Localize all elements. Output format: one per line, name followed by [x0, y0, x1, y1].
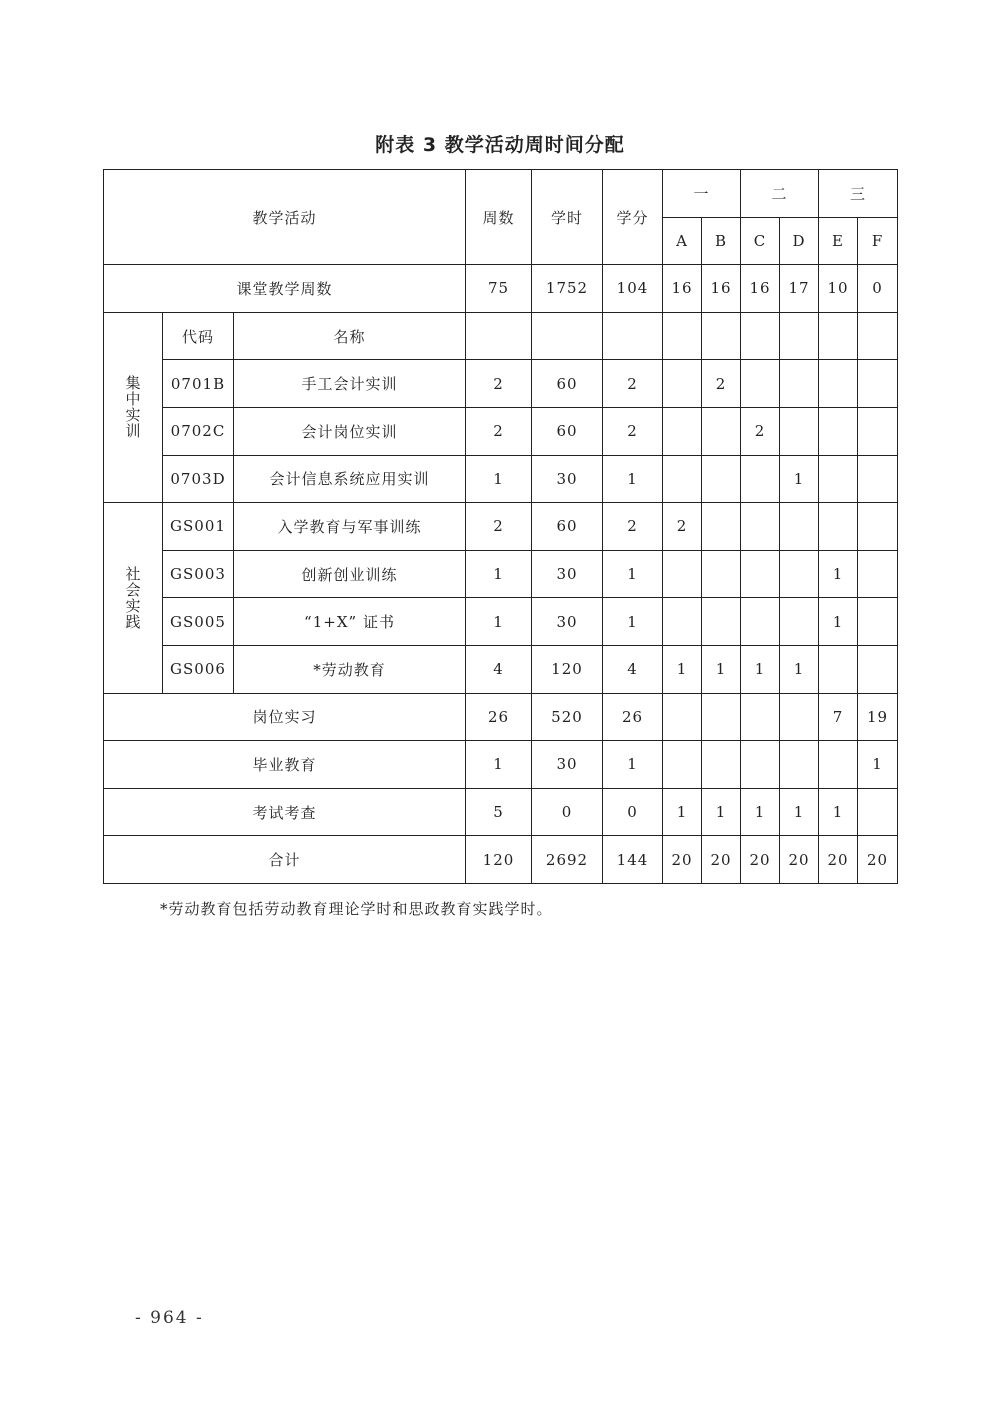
credits-cell: 2: [603, 503, 663, 551]
weeks-cell: 1: [466, 741, 532, 789]
header-year-1: 一: [663, 170, 741, 218]
classroom-label: 课堂教学周数: [104, 265, 466, 313]
group-label-concentrated-training: 集中实训: [104, 312, 163, 502]
term-b: B: [702, 217, 741, 265]
term-c: C: [741, 217, 780, 265]
course-code: GS006: [163, 645, 234, 693]
term-cell: 2: [663, 503, 702, 551]
course-code: GS003: [163, 550, 234, 598]
credits-cell: 0: [603, 788, 663, 836]
term-cell: [702, 693, 741, 741]
classroom-term: 16: [702, 265, 741, 313]
term-cell: [858, 788, 898, 836]
empty-cell: [819, 312, 858, 360]
term-cell: [702, 550, 741, 598]
term-cell: [702, 503, 741, 551]
classroom-weeks: 75: [466, 265, 532, 313]
term-cell: 1: [663, 645, 702, 693]
empty-cell: [741, 312, 780, 360]
term-cell: [858, 455, 898, 503]
empty-cell: [466, 312, 532, 360]
empty-cell: [532, 312, 603, 360]
term-cell: 1: [780, 455, 819, 503]
term-cell: 1: [702, 645, 741, 693]
course-name: 手工会计实训: [234, 360, 466, 408]
term-cell: [741, 550, 780, 598]
term-cell: 1: [663, 788, 702, 836]
credits-cell: 26: [603, 693, 663, 741]
hours-cell: 520: [532, 693, 603, 741]
summary-label: 合计: [104, 836, 466, 884]
term-cell: 20: [702, 836, 741, 884]
weeks-cell: 1: [466, 550, 532, 598]
total-row: [104, 836, 898, 884]
classroom-term: 17: [780, 265, 819, 313]
weeks-cell: 2: [466, 360, 532, 408]
term-cell: [741, 503, 780, 551]
classroom-term: 16: [741, 265, 780, 313]
empty-cell: [663, 312, 702, 360]
weeks-cell: 2: [466, 503, 532, 551]
course-name: 会计信息系统应用实训: [234, 455, 466, 503]
classroom-row: [104, 265, 898, 313]
course-name: 创新创业训练: [234, 550, 466, 598]
table-row: [104, 455, 898, 503]
course-code: 0701B: [163, 360, 234, 408]
term-cell: 2: [741, 407, 780, 455]
term-cell: 19: [858, 693, 898, 741]
term-cell: 7: [819, 693, 858, 741]
hours-cell: 30: [532, 598, 603, 646]
course-code: GS001: [163, 503, 234, 551]
empty-cell: [603, 312, 663, 360]
classroom-term: 16: [663, 265, 702, 313]
term-cell: [858, 503, 898, 551]
term-cell: 1: [741, 645, 780, 693]
hours-cell: 2692: [532, 836, 603, 884]
header-weeks: 周数: [466, 170, 532, 265]
term-cell: 2: [702, 360, 741, 408]
course-code: 0703D: [163, 455, 234, 503]
empty-cell: [858, 312, 898, 360]
term-cell: [702, 598, 741, 646]
footnote: *劳动教育包括劳动教育理论学时和思政教育实践学时。: [160, 900, 553, 918]
course-name: 会计岗位实训: [234, 407, 466, 455]
term-cell: [663, 741, 702, 789]
summary-label: 考试考查: [104, 788, 466, 836]
hours-cell: 30: [532, 741, 603, 789]
weeks-cell: 1: [466, 598, 532, 646]
term-cell: 20: [858, 836, 898, 884]
table-row: [104, 407, 898, 455]
classroom-credits: 104: [603, 265, 663, 313]
sub-header-row: [104, 312, 898, 360]
term-cell: 1: [780, 645, 819, 693]
course-code: 0702C: [163, 407, 234, 455]
credits-cell: 1: [603, 741, 663, 789]
table-row: [104, 550, 898, 598]
term-cell: [741, 455, 780, 503]
term-cell: 1: [819, 598, 858, 646]
term-cell: 20: [819, 836, 858, 884]
credits-cell: 1: [603, 455, 663, 503]
term-cell: [780, 550, 819, 598]
credits-cell: 2: [603, 407, 663, 455]
course-name: *劳动教育: [234, 645, 466, 693]
term-cell: [663, 407, 702, 455]
term-cell: [663, 455, 702, 503]
hours-cell: 0: [532, 788, 603, 836]
term-cell: [741, 741, 780, 789]
term-cell: [780, 741, 819, 789]
empty-cell: [702, 312, 741, 360]
term-cell: [741, 360, 780, 408]
page-title: 附表 3 教学活动周时间分配: [375, 134, 625, 156]
term-cell: [858, 598, 898, 646]
summary-label: 岗位实习: [104, 693, 466, 741]
header-year-3: 三: [819, 170, 898, 218]
classroom-term: 10: [819, 265, 858, 313]
empty-cell: [780, 312, 819, 360]
term-cell: [819, 503, 858, 551]
term-cell: [858, 407, 898, 455]
term-cell: 1: [741, 788, 780, 836]
sub-header-code: 代码: [163, 312, 234, 360]
term-cell: [780, 407, 819, 455]
term-cell: [858, 360, 898, 408]
hours-cell: 60: [532, 407, 603, 455]
header-hours: 学时: [532, 170, 603, 265]
hours-cell: 60: [532, 360, 603, 408]
hours-cell: 120: [532, 645, 603, 693]
term-cell: [702, 407, 741, 455]
course-code: GS005: [163, 598, 234, 646]
classroom-term: 0: [858, 265, 898, 313]
term-cell: [663, 693, 702, 741]
summary-row: [104, 693, 898, 741]
sub-header-name: 名称: [234, 312, 466, 360]
term-cell: 1: [819, 550, 858, 598]
credits-cell: 2: [603, 360, 663, 408]
weeks-cell: 26: [466, 693, 532, 741]
term-cell: [819, 645, 858, 693]
credits-cell: 4: [603, 645, 663, 693]
header-activity: 教学活动: [104, 170, 466, 265]
course-name: 入学教育与军事训练: [234, 503, 466, 551]
table-row: [104, 645, 898, 693]
term-cell: [780, 598, 819, 646]
credits-cell: 1: [603, 598, 663, 646]
term-a: A: [663, 217, 702, 265]
term-cell: [663, 360, 702, 408]
term-cell: 1: [780, 788, 819, 836]
header-year-2: 二: [741, 170, 819, 218]
activity-week-table: [103, 169, 898, 884]
term-cell: [702, 455, 741, 503]
table-row: [104, 503, 898, 551]
header-credits: 学分: [603, 170, 663, 265]
term-cell: [858, 645, 898, 693]
term-cell: 20: [741, 836, 780, 884]
summary-label: 毕业教育: [104, 741, 466, 789]
term-cell: [780, 503, 819, 551]
course-name: “1+X” 证书: [234, 598, 466, 646]
term-cell: [819, 360, 858, 408]
weeks-cell: 4: [466, 645, 532, 693]
term-cell: [858, 550, 898, 598]
term-f: F: [858, 217, 898, 265]
term-cell: [819, 407, 858, 455]
term-cell: [663, 598, 702, 646]
term-cell: [741, 693, 780, 741]
term-cell: [819, 741, 858, 789]
term-cell: [780, 360, 819, 408]
hours-cell: 30: [532, 550, 603, 598]
term-cell: [741, 598, 780, 646]
group-label-social-practice: 社会实践: [104, 503, 163, 693]
term-cell: 1: [819, 788, 858, 836]
summary-row: [104, 788, 898, 836]
term-cell: [819, 455, 858, 503]
hours-cell: 30: [532, 455, 603, 503]
term-cell: [663, 550, 702, 598]
term-cell: [702, 741, 741, 789]
term-cell: [780, 693, 819, 741]
classroom-hours: 1752: [532, 265, 603, 313]
summary-row: [104, 741, 898, 789]
weeks-cell: 2: [466, 407, 532, 455]
term-cell: 1: [702, 788, 741, 836]
table-row: [104, 360, 898, 408]
hours-cell: 60: [532, 503, 603, 551]
credits-cell: 1: [603, 550, 663, 598]
page-number: - 964 -: [135, 1308, 204, 1328]
term-e: E: [819, 217, 858, 265]
credits-cell: 144: [603, 836, 663, 884]
weeks-cell: 120: [466, 836, 532, 884]
weeks-cell: 5: [466, 788, 532, 836]
weeks-cell: 1: [466, 455, 532, 503]
header-row: [104, 170, 898, 218]
term-cell: 20: [780, 836, 819, 884]
table-row: [104, 598, 898, 646]
term-d: D: [780, 217, 819, 265]
term-cell: 20: [663, 836, 702, 884]
term-cell: 1: [858, 741, 898, 789]
